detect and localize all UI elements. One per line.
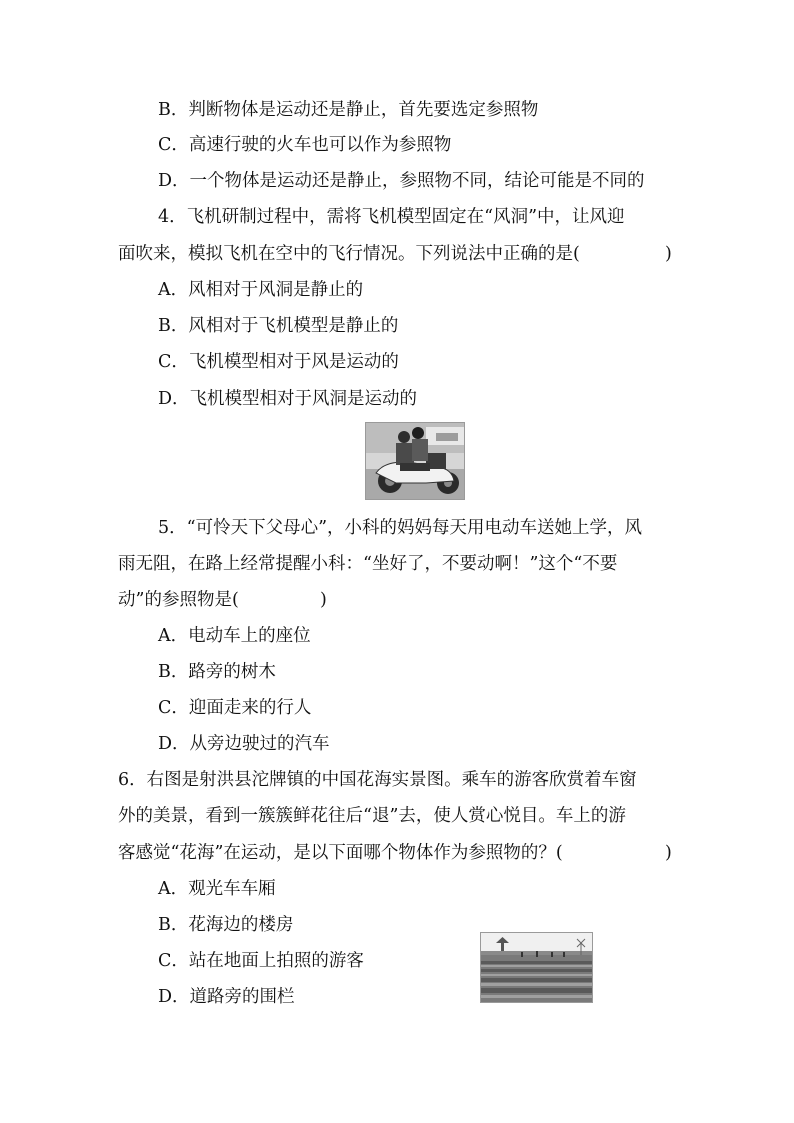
- q5-stem-line3: 动”的参照物是(: [118, 590, 239, 610]
- q6-stem-line2: 外的美景，看到一簇簇鲜花往后“退”去，使人赏心悦目。车上的游: [118, 806, 626, 826]
- q3-option-c: C．高速行驶的火车也可以作为参照物: [158, 135, 452, 155]
- q5-option-b: B．路旁的树木: [158, 662, 276, 682]
- q6-option-d: D．道路旁的围栏: [158, 987, 295, 1007]
- flower-sea-photo: [480, 932, 593, 1003]
- scooter-illustration: [366, 423, 464, 499]
- q4-option-d: D．飞机模型相对于风洞是运动的: [158, 389, 418, 409]
- q5-option-c: C．迎面走来的行人: [158, 698, 312, 718]
- q6-stem-line3: 客感觉“花海”在运动，是以下面哪个物体作为参照物的？(: [118, 843, 563, 863]
- q3-option-d: D．一个物体是运动还是静止，参照物不同，结论可能是不同的: [158, 171, 645, 191]
- q6-option-b: B．花海边的楼房: [158, 915, 294, 935]
- q6-stem-line1: 6．右图是射洪县沱牌镇的中国花海实景图。乘车的游客欣赏着车窗: [118, 770, 637, 790]
- q4-stem-line2: 面吹来，模拟飞机在空中的飞行情况。下列说法中正确的是(: [118, 244, 580, 264]
- scooter-photo: [365, 422, 465, 500]
- q3-option-b: B．判断物体是运动还是静止，首先要选定参照物: [158, 100, 539, 120]
- q5-stem-line1: 5．“可怜天下父母心”，小科的妈妈每天用电动车送她上学，风: [158, 518, 643, 538]
- q5-option-d: D．从旁边驶过的汽车: [158, 734, 330, 754]
- q6-option-a: A．观光车车厢: [158, 879, 276, 899]
- q4-option-c: C．飞机模型相对于风是运动的: [158, 352, 399, 372]
- q6-answer-close: ): [665, 843, 672, 863]
- q4-stem-line1: 4．飞机研制过程中，需将飞机模型固定在“风洞”中，让风迎: [158, 207, 625, 227]
- q5-answer-close: ): [320, 590, 327, 610]
- q4-answer-close: ): [665, 244, 672, 264]
- flower-sea-illustration: [481, 933, 592, 1002]
- q4-option-a: A．风相对于风洞是静止的: [158, 280, 364, 300]
- q5-stem-line2: 雨无阻，在路上经常提醒小科：“坐好了，不要动啊！”这个“不要: [118, 554, 618, 574]
- q5-option-a: A．电动车上的座位: [158, 626, 311, 646]
- q4-option-b: B．风相对于飞机模型是静止的: [158, 316, 399, 336]
- q6-option-c: C．站在地面上拍照的游客: [158, 951, 364, 971]
